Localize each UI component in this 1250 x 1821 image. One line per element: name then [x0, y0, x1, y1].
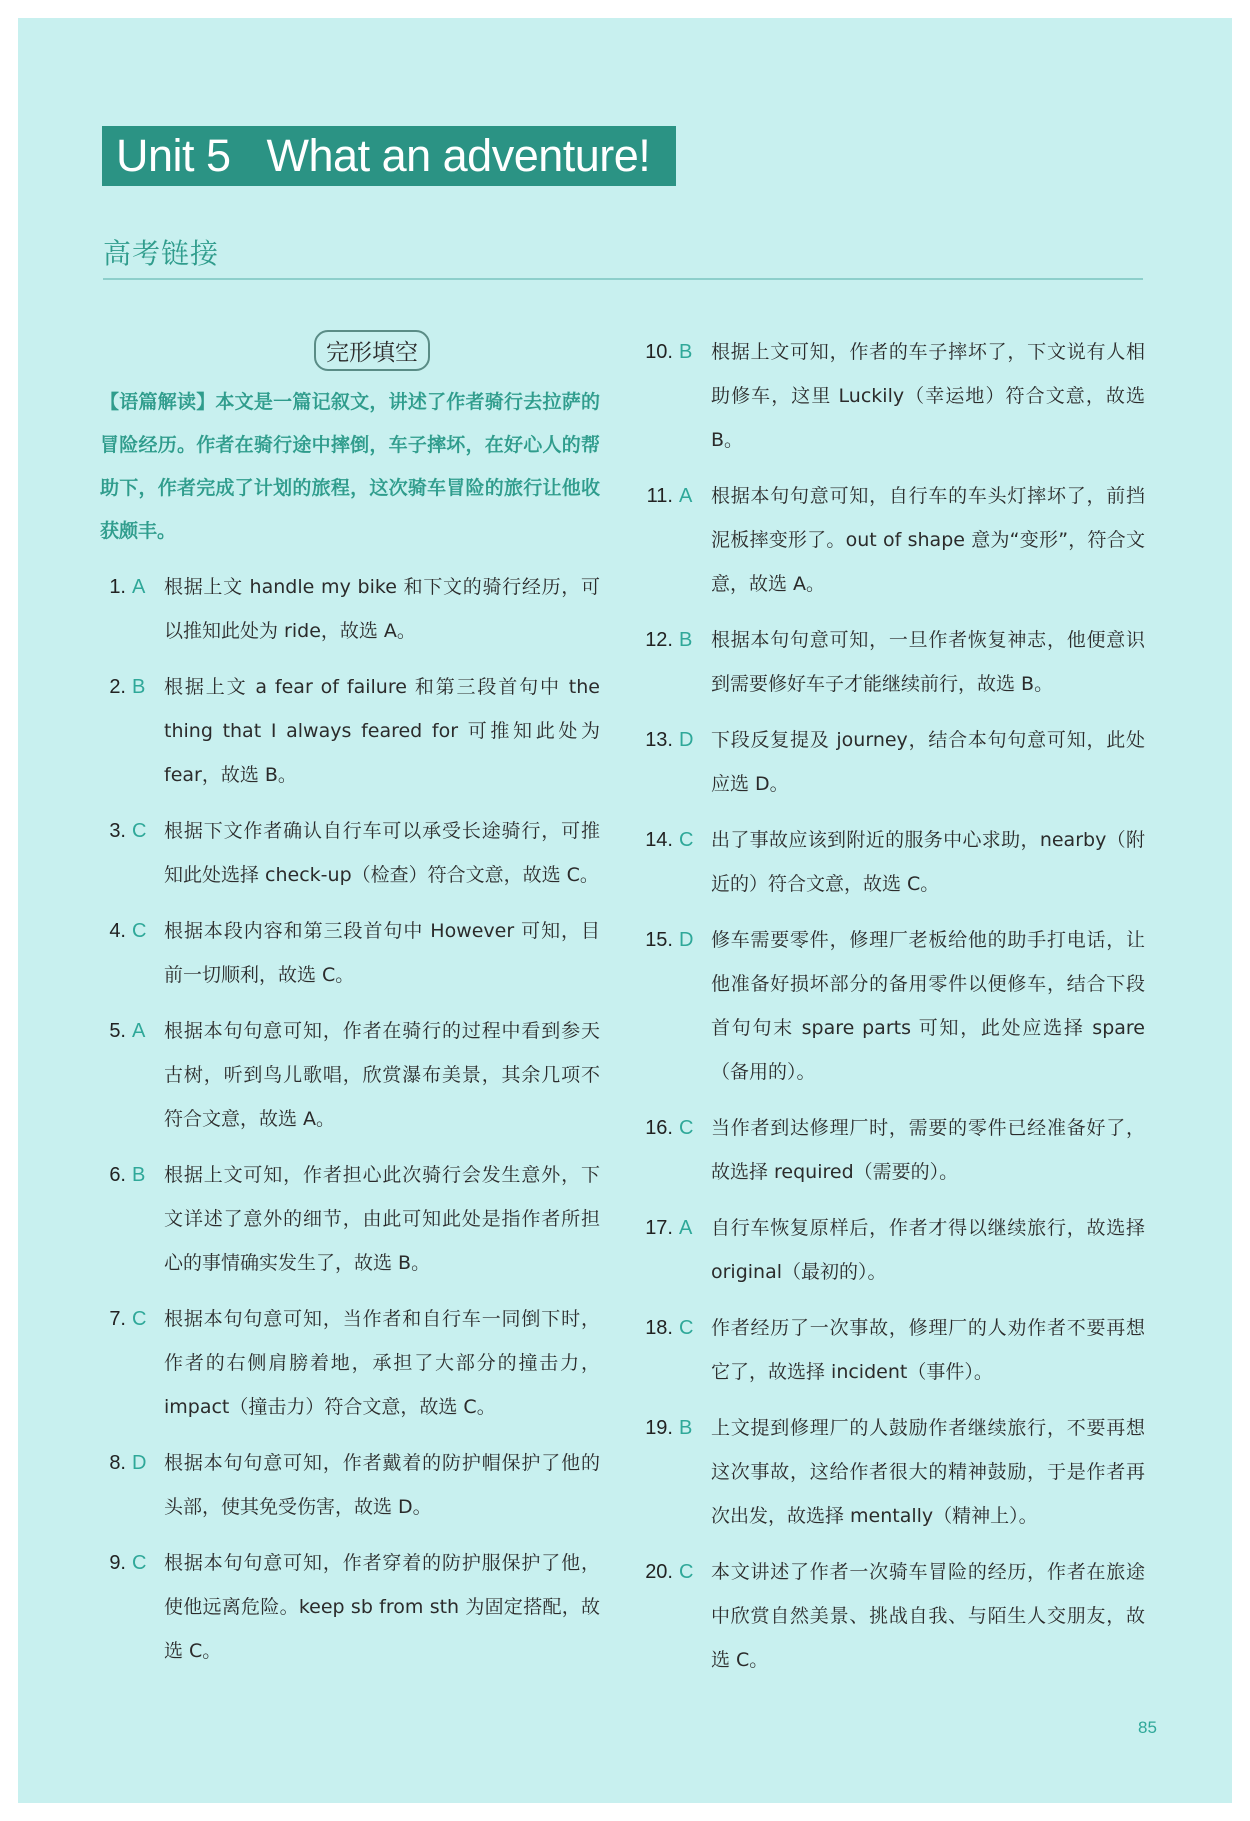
explanation: 作者经历了一次事故，修理厂的人劝作者不要再想它了，故选择 incident（事件）。	[711, 1317, 1145, 1383]
question-number: 14.	[645, 829, 673, 851]
explanation: 自行车恢复原样后，作者才得以继续旅行，故选择 original（最初的）。	[711, 1217, 1145, 1283]
answer-letter: B	[132, 1164, 146, 1186]
explanation: 根据下文作者确认自行车可以承受长途骑行，可推知此处选择 check-up（检查）符合文意，故选 C。	[164, 820, 600, 886]
question-number: 2.	[109, 676, 126, 698]
explanation: 根据本句句意可知，作者戴着的防护帽保护了他的头部，使其免受伤害，故选 D。	[164, 1452, 600, 1518]
answer-item	[637, 1306, 1145, 1394]
question-number: 3.	[109, 820, 126, 842]
answer-item	[637, 918, 1145, 1094]
explanation: 修车需要零件，修理厂老板给他的助手打电话，让他准备好损坏部分的备用零件以便修车，结合下段首句句末 spare parts 可知，此处应选择 spare（备用的）。	[711, 929, 1145, 1083]
answer-letter: B	[679, 341, 693, 363]
answer-letter: B	[132, 676, 146, 698]
question-number: 20.	[645, 1561, 673, 1583]
explanation: 下段反复提及 journey，结合本句句意可知，此处应选 D。	[711, 729, 1145, 795]
explanation: 根据本句句意可知，作者穿着的防护服保护了他，使他远离危险。keep sb from sth 为固定搭配，故选 C。	[164, 1552, 600, 1662]
question-number: 8.	[109, 1452, 126, 1474]
answer-letter: C	[132, 820, 147, 842]
answer-item	[100, 1153, 600, 1285]
explanation: 根据本段内容和第三段首句中 However 可知，目前一切顺利，故选 C。	[164, 920, 600, 986]
answer-item	[637, 1406, 1145, 1538]
question-number: 4.	[109, 920, 126, 942]
answer-item	[637, 818, 1145, 906]
answer-letter: C	[132, 920, 147, 942]
answer-item	[100, 1541, 600, 1673]
answer-letter: A	[679, 485, 693, 507]
answer-item	[637, 718, 1145, 806]
right-column	[637, 330, 1145, 1682]
answer-item	[100, 1297, 600, 1429]
passage-intro: 【语篇解读】本文是一篇记叙文，讲述了作者骑行去拉萨的冒险经历。作者在骑行途中摔倒，车子摔坏，在好心人的帮助下，作者完成了计划的旅程，这次骑车冒险的旅行让他收获颇丰。	[100, 391, 600, 542]
answer-letter: D	[679, 729, 694, 751]
answer-item	[637, 330, 1145, 462]
question-number: 7.	[109, 1308, 126, 1330]
question-number: 18.	[645, 1317, 673, 1339]
question-number: 9.	[109, 1552, 126, 1574]
answer-letter: C	[679, 1561, 694, 1583]
answer-item	[637, 618, 1145, 706]
answer-item	[100, 1009, 600, 1141]
question-number: 17.	[645, 1217, 673, 1239]
unit-banner	[102, 126, 676, 186]
question-number: 16.	[645, 1117, 673, 1139]
question-number: 19.	[645, 1417, 673, 1439]
answer-letter: B	[679, 629, 693, 651]
question-number: 11.	[646, 485, 673, 507]
answer-item	[100, 665, 600, 797]
question-number: 13.	[645, 729, 673, 751]
explanation: 当作者到达修理厂时，需要的零件已经准备好了，故选择 required（需要的）。	[711, 1117, 1145, 1183]
answer-letter: C	[132, 1552, 147, 1574]
answer-letter: C	[679, 1117, 694, 1139]
page-number: 85	[1138, 1718, 1157, 1737]
question-number: 12.	[645, 629, 673, 651]
explanation: 出了事故应该到附近的服务中心求助，nearby（附近的）符合文意，故选 C。	[711, 829, 1145, 895]
answer-letter: A	[132, 576, 146, 598]
question-number: 15.	[645, 929, 673, 951]
question-number: 6.	[109, 1164, 126, 1186]
left-column	[100, 330, 600, 1673]
question-number: 10.	[645, 341, 673, 363]
answer-item	[100, 809, 600, 897]
section-divider	[103, 278, 1143, 280]
answer-item	[637, 474, 1145, 606]
answer-item	[100, 1441, 600, 1529]
answer-letter: D	[132, 1452, 147, 1474]
explanation: 根据上文可知，作者担心此次骑行会发生意外，下文详述了意外的细节，由此可知此处是指作者所担心的事情确实发生了，故选 B。	[164, 1164, 600, 1274]
answer-item	[637, 1106, 1145, 1194]
answer-item	[100, 909, 600, 997]
question-number: 5.	[109, 1020, 126, 1042]
answer-item	[637, 1206, 1145, 1294]
answer-letter: A	[132, 1020, 146, 1042]
explanation: 根据本句句意可知，当作者和自行车一同倒下时，作者的右侧肩膀着地，承担了大部分的撞击力，impact（撞击力）符合文意，故选 C。	[164, 1308, 600, 1418]
answer-letter: D	[679, 929, 694, 951]
section-heading: 高考链接	[103, 237, 220, 270]
explanation: 本文讲述了作者一次骑车冒险的经历，作者在旅途中欣赏自然美景、挑战自我、与陌生人交朋友，故选 C。	[711, 1561, 1145, 1671]
answer-letter: C	[132, 1308, 147, 1330]
unit-title: Unit 5 What an adventure!	[116, 130, 651, 181]
explanation: 根据本句句意可知，一旦作者恢复神志，他便意识到需要修好车子才能继续前行，故选 B。	[711, 629, 1145, 695]
explanation: 根据上文 handle my bike 和下文的骑行经历，可以推知此处为 ride，故选 A。	[164, 576, 600, 642]
answer-letter: B	[679, 1417, 693, 1439]
question-number: 1.	[109, 576, 126, 598]
answer-letter: C	[679, 829, 694, 851]
answer-item	[100, 565, 600, 653]
answer-letter: C	[679, 1317, 694, 1339]
explanation: 上文提到修理厂的人鼓励作者继续旅行，不要再想这次事故，这给作者很大的精神鼓励，于是作者再次出发，故选择 mentally（精神上）。	[711, 1417, 1145, 1527]
answer-letter: A	[679, 1217, 693, 1239]
explanation: 根据本句句意可知，作者在骑行的过程中看到参天古树，听到鸟儿歌唱，欣赏瀑布美景，其余几项不符合文意，故选 A。	[164, 1020, 600, 1130]
cloze-subheading: 完形填空	[314, 330, 430, 371]
answer-item	[637, 1550, 1145, 1682]
explanation: 根据本句句意可知，自行车的车头灯摔坏了，前挡泥板摔变形了。out of shape 意为“变形”，符合文意，故选 A。	[711, 485, 1145, 595]
explanation: 根据上文可知，作者的车子摔坏了，下文说有人相助修车，这里 Luckily（幸运地）符合文意，故选 B。	[711, 341, 1145, 451]
explanation: 根据上文 a fear of failure 和第三段首句中 the thing that I always feared for 可推知此处为 fear，故选 B。	[164, 676, 600, 786]
